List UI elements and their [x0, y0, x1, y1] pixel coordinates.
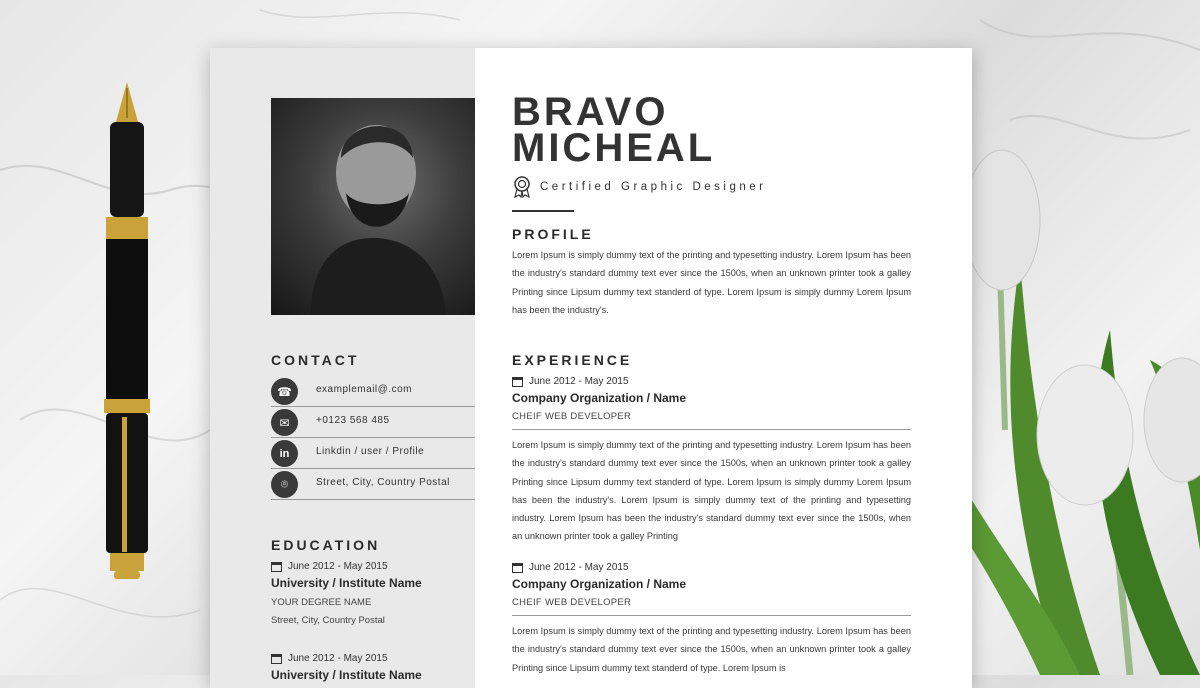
tulip-flowers	[960, 130, 1200, 675]
experience-date: June 2012 - May 2015	[529, 562, 629, 573]
education-title: EDUCATION	[271, 537, 381, 553]
experience-company: Company Organization / Name	[512, 391, 687, 405]
education-institute: University / Institute Name	[271, 668, 422, 682]
calendar-icon	[271, 562, 282, 572]
award-icon	[512, 176, 532, 198]
contact-phone: +0123 568 485	[316, 415, 390, 426]
name-last: MICHEAL	[512, 126, 716, 170]
resume-name	[512, 90, 716, 170]
resume-paper	[210, 48, 972, 688]
contact-title: CONTACT	[271, 352, 360, 368]
calendar-icon	[271, 654, 282, 664]
contact-linkedin: Linkdin / user / Profile	[316, 446, 425, 457]
name-first: BRAVO	[512, 90, 669, 134]
experience-date: June 2012 - May 2015	[529, 376, 629, 387]
role-line	[512, 176, 767, 198]
contact-address-row	[271, 469, 475, 500]
experience-company: Company Organization / Name	[512, 577, 687, 591]
profile-photo	[271, 98, 475, 315]
education-item	[271, 561, 475, 626]
calendar-icon	[512, 377, 523, 387]
experience-position: CHEIF WEB DEVELOPER	[512, 411, 911, 430]
experience-position: CHEIF WEB DEVELOPER	[512, 597, 911, 616]
location-icon: ⌾	[271, 471, 298, 498]
experience-text: Lorem Ipsum is simply dummy text of the printing and typesetting industry. Lorem Ipsum has been the industry's standard dummy text ever since the 1500s, when an unknown printer took a galley Printing since Lipsum dummy text standerd of type. Lorem Ipsum is simply dummy Lorem Ipsum has been the industry's. Lorem Ipsum is simply dummy text of the printing and typesetting industry. Lorem Ipsum has been the industry's standard dummy text ever since the 1500s, when an unknown printer took a galley Printing	[512, 440, 911, 542]
education-date: June 2012 - May 2015	[288, 561, 388, 572]
education-date: June 2012 - May 2015	[288, 653, 388, 664]
mail-icon: ✉	[271, 409, 298, 436]
title-divider	[512, 210, 574, 212]
contact-address: Street, City, Country Postal	[316, 477, 450, 488]
education-degree: YOUR DEGREE NAME	[271, 597, 372, 608]
experience-title: EXPERIENCE	[512, 352, 633, 368]
linkedin-icon: in	[271, 440, 298, 467]
contact-email: examplemail@.com	[316, 384, 412, 395]
contact-linkedin-row	[271, 438, 475, 469]
calendar-icon	[512, 563, 523, 573]
experience-item	[512, 376, 911, 430]
experience-item	[512, 562, 911, 616]
education-item	[271, 653, 475, 682]
education-institute: University / Institute Name	[271, 576, 422, 590]
contact-phone-row	[271, 407, 475, 438]
fountain-pen	[96, 82, 158, 592]
phone-icon: ☎	[271, 378, 298, 405]
profile-title: PROFILE	[512, 226, 594, 242]
profile-text: Lorem Ipsum is simply dummy text of the printing and typesetting industry. Lorem Ipsum has been the industry's standard dummy text ever since the 1500s, when an unknown printer took a galley Printing since Lipsum dummy text standerd of type. Lorem Ipsum is simply dummy Lorem Ipsum has been the industry's.	[512, 250, 911, 315]
experience-text: Lorem Ipsum is simply dummy text of the printing and typesetting industry. Lorem Ipsum has been the industry's standard dummy text ever since the 1500s, when an unknown printer took a galley Printing since Lipsum dummy text standerd of type. Lorem Ipsum is	[512, 626, 911, 673]
education-address: Street, City, Country Postal	[271, 615, 385, 626]
role-title: Certified Graphic Designer	[540, 181, 767, 193]
contact-email-row	[271, 376, 475, 407]
